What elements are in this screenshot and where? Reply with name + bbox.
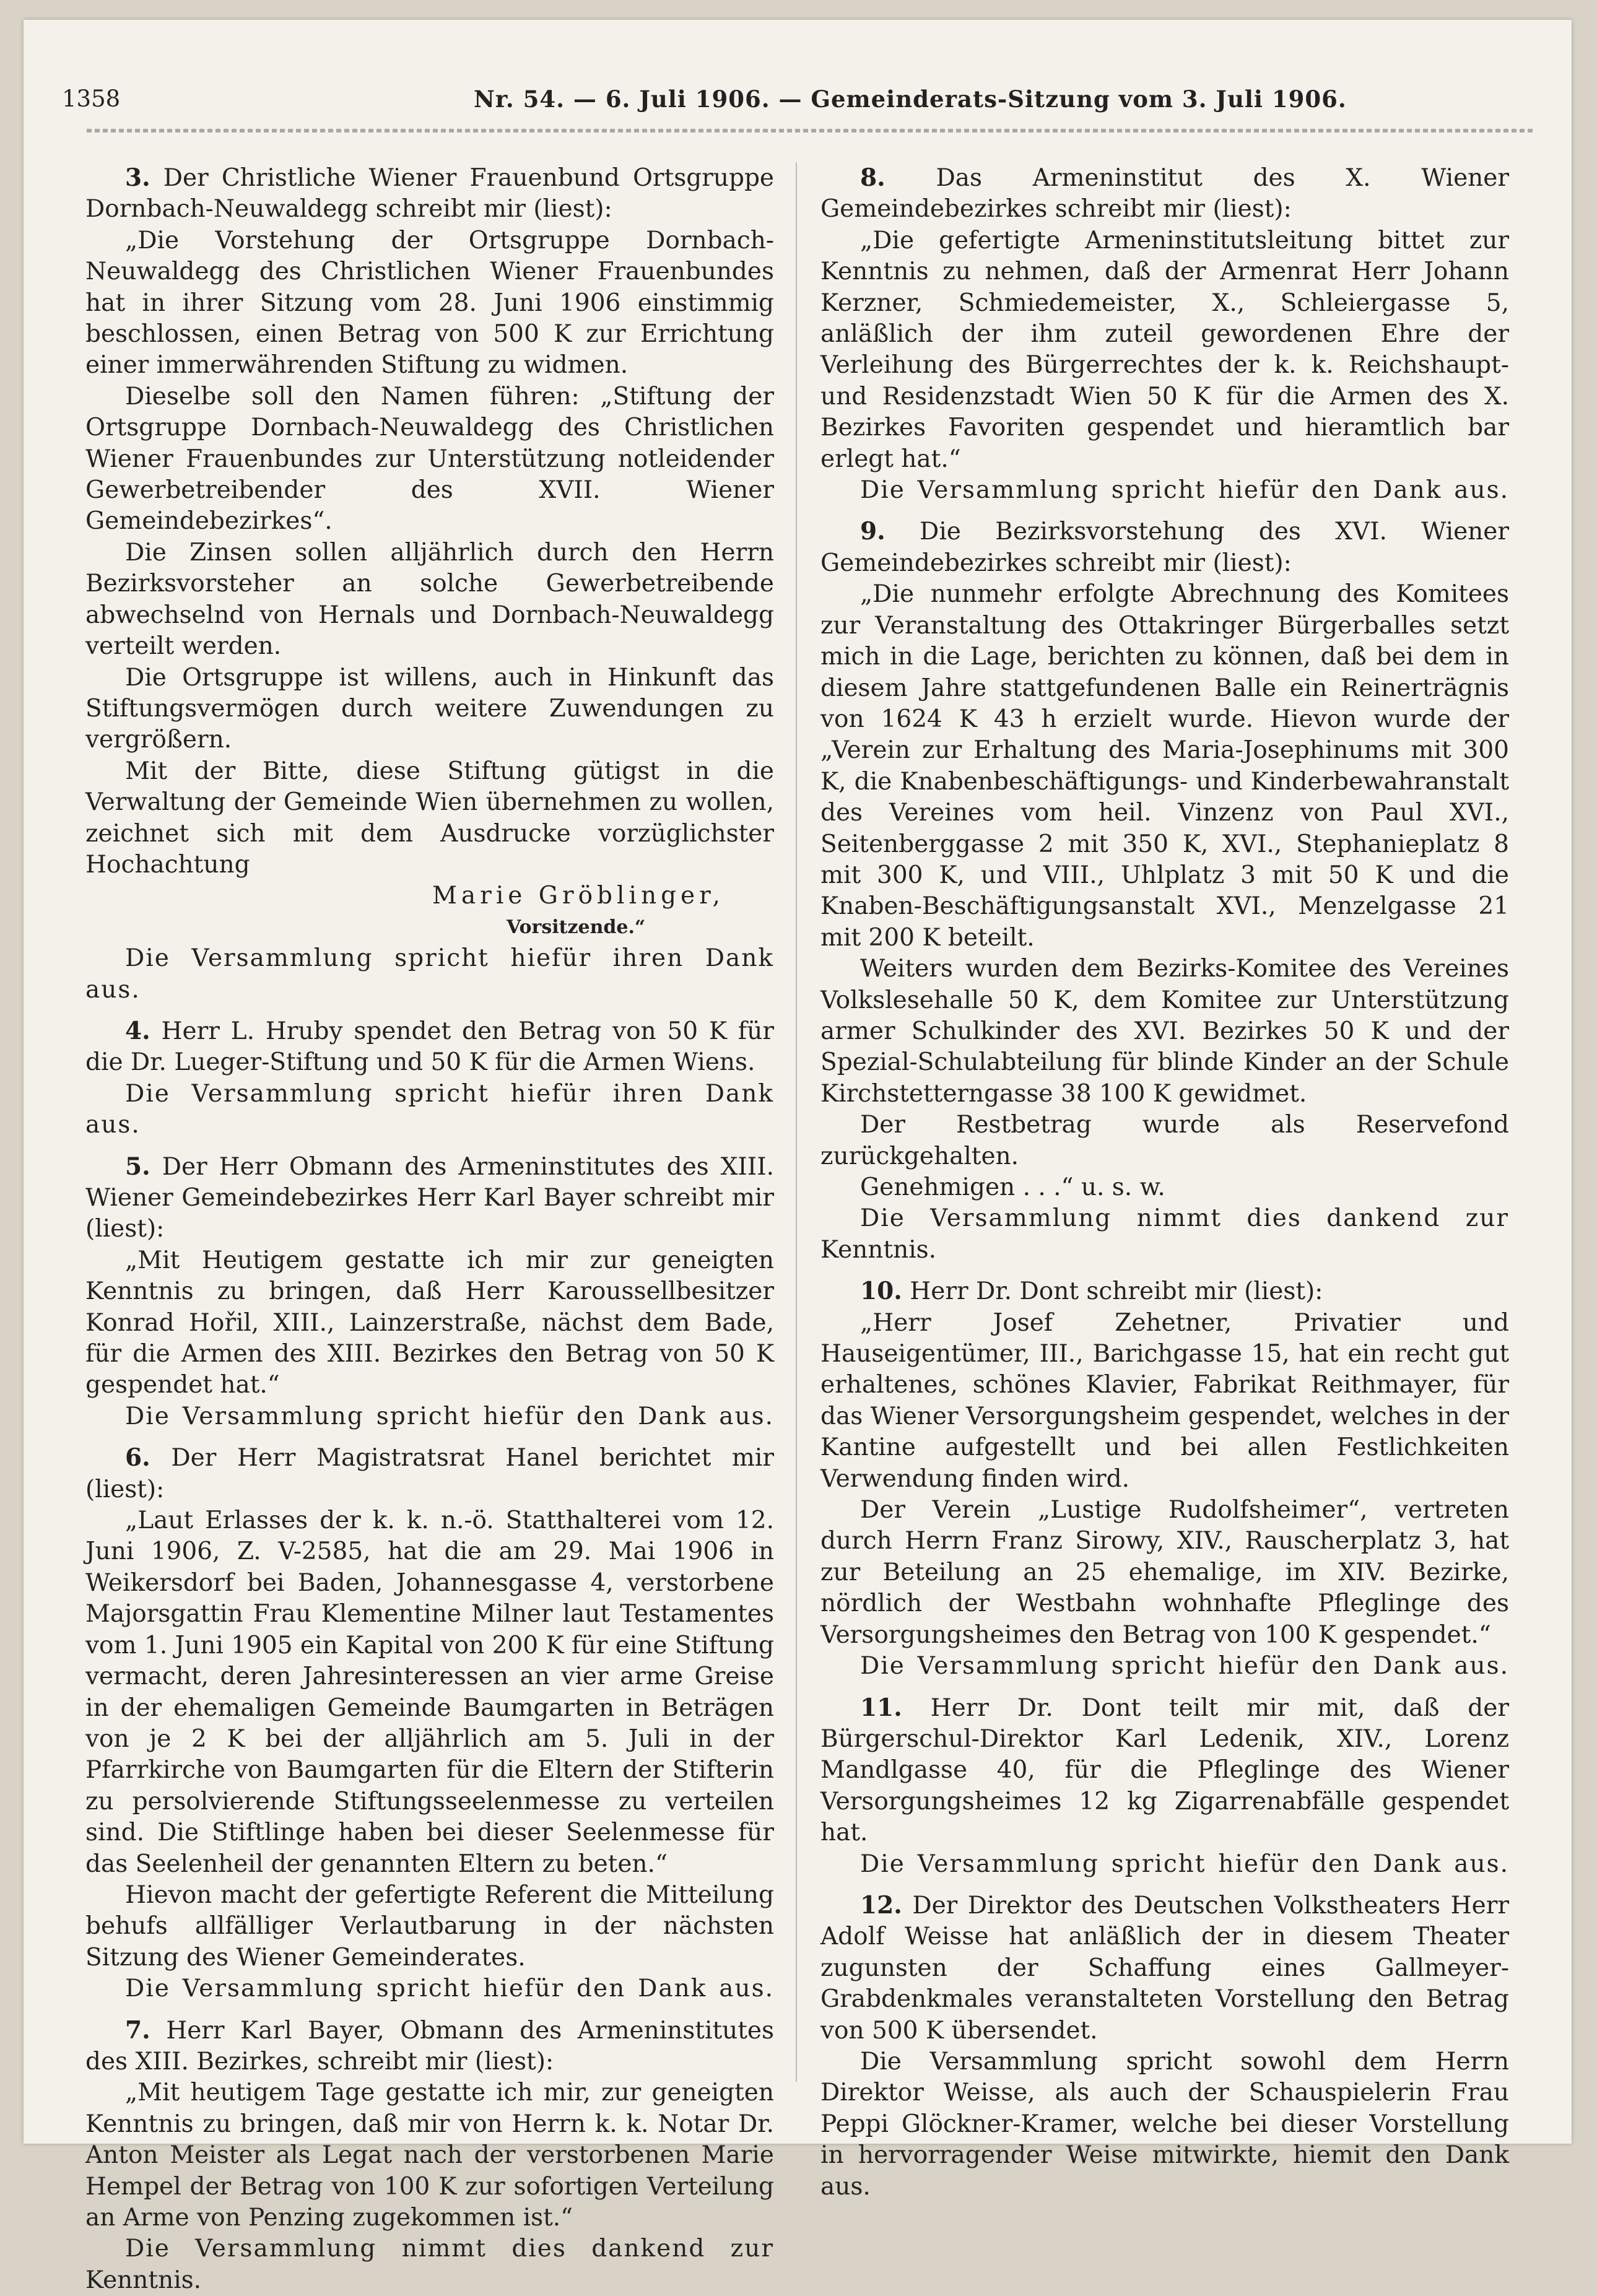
item-number: 6. [125, 1443, 150, 1472]
quote-paragraph: Die Zinsen sollen alljährlich durch den Herrn Bezirksvorsteher an solche Gewerbetreibende abwechselnd von Hernals und Dornbach-Neuwaldegg verteilt werden. [85, 538, 774, 661]
item-11-text [820, 1692, 1509, 1849]
left-column [85, 162, 774, 2296]
quote-paragraph: Hievon macht der gefertigte Referent die Mitteilung behufs allfälliger Verlautbarung in der nächsten Sitzung des Wiener Gemeinderates. [85, 1881, 774, 1972]
item-number: 7. [125, 2016, 150, 2045]
paragraph-text: Herr Dr. Dont schreibt mir (liest): [910, 1277, 1323, 1306]
quote-paragraph: „Mit heutigem Tage gestatte ich mir, zur geneigten Kenntnis zu bringen, daß mir von Herrn k. k. Notar Dr. Anton Meister als Legat nach der verstorbenen Marie Hempel der Betrag von 100 K zur sofortigen Verteilung an Arme von Penzing zugekommen ist.“ [85, 2079, 774, 2232]
quote-paragraph: „Mit Heutigem gestatte ich mir zur geneigten Kenntnis zu bringen, daß Herr Karoussellbesitzer Konrad Hořil, XIII., Lainzerstraße, nächst dem Bade, für die Armen des XIII. Bezirkes den Betrag von 50 K gespendet hat.“ [85, 1246, 774, 1399]
quote-paragraph: „Laut Erlasses der k. k. n.-ö. Statthalterei vom 12. Juni 1906, Z. V-2585, hat die am 29. Mai 1906 in Weikersdorf bei Baden, Johannesgasse 4, verstorbene Majorsgattin Frau Klementine Milner laut Testamentes vom 1. Juni 1905 ein Kapital von 200 K für eine Stiftung vermacht, deren Jahresinteressen an vier arme Greise in der ehemaligen Gemeinde Baumgarten in Beträgen von je 2 K bei der alljährlich am 5. Juli in der Pfarrkirche von Baumgarten für die Eltern der Stifterin zu persolvierende Stiftungsseelenmesse zu verteilen sind. Die Stiftlinge haben bei dieser Seelenmesse für das Seelenheil der genannten Eltern zu beten.“ [85, 1507, 774, 1878]
quote-paragraph: Mit der Bitte, diese Stiftung gütigst in die Verwaltung der Gemeinde Wien übernehmen zu wollen, zeichnet sich mit dem Ausdrucke vorzüglichster Hochachtung [85, 757, 774, 879]
assembly-response: Die Versammlung spricht hiefür ihren Dank aus. [85, 944, 774, 1004]
running-title: Nr. 54. — 6. Juli 1906. — Gemeinderats-Sitzung vom 3. Juli 1906. [474, 85, 1347, 113]
quote-paragraph: Die Ortsgruppe ist willens, auch in Hinkunft das Stiftungsvermögen durch weitere Zuwendungen zu vergrößern. [85, 663, 774, 754]
assembly-response: Die Versammlung spricht hiefür den Dank aus. [860, 476, 1509, 505]
paragraph-text: Das Armeninstitut des X. Wiener Gemeindebezirkes schreibt mir (liest): [820, 164, 1509, 224]
item-6-intro [85, 1442, 774, 1505]
item-5-intro [85, 1151, 774, 1245]
item-9-intro [820, 516, 1509, 579]
assembly-response: Die Versammlung spricht hiefür den Dank aus. [125, 1402, 774, 1430]
signature-role: Vorsitzende.“ [507, 916, 646, 938]
assembly-response-end: Kenntnis. [820, 1235, 937, 1264]
page-header [62, 79, 1536, 116]
item-10-intro [820, 1276, 1509, 1307]
item-5 [85, 1151, 774, 1433]
item-4-text [85, 1015, 774, 1079]
assembly-response: Die Versammlung spricht sowohl dem Herrn Direktor Weisse, als auch der Schauspielerin Frau Peppi Glöckner-Kramer, welche bei dieser Vorstellung in hervorragender Weise mitwirkte, hiemit den Dank aus. [820, 2047, 1509, 2201]
item-number: 12. [860, 1890, 902, 1920]
item-12-text [820, 1890, 1509, 2046]
quote-paragraph: „Die Vorstehung der Ortsgruppe Dornbach-Neuwaldegg des Christlichen Wiener Frauenbundes hat in ihrer Sitzung vom 28. Juni 1906 einstimmig beschlossen, einen Betrag von 500 K zur Errichtung einer immerwährenden Stiftung zu widmen. [85, 226, 774, 380]
paragraph-text: Der Direktor des Deutschen Volkstheaters Herr Adolf Weisse hat anläßlich der in diesem Theater zugunsten der Schaffung eines Gallmeyer-Grabdenkmales veranstalteten Vorstellung den Betrag von 500 K übersendet. [820, 1891, 1509, 2045]
column-divider [796, 162, 797, 2082]
right-column [820, 162, 1509, 2203]
assembly-response: Die Versammlung spricht hiefür den Dank aus. [860, 1850, 1509, 1878]
assembly-response: Die Versammlung spricht hiefür den Dank aus. [860, 1652, 1509, 1681]
item-8-intro [820, 162, 1509, 225]
assembly-response: Die Versammlung spricht hiefür ihren Dank aus. [85, 1079, 774, 1139]
item-7 [85, 2015, 774, 2296]
quote-paragraph: Genehmigen . . .“ u. s. w. [860, 1173, 1165, 1201]
item-6 [85, 1442, 774, 2004]
paragraph-text: Der Herr Magistratsrat Hanel berichtet mir (liest): [85, 1444, 775, 1503]
item-number: 8. [860, 163, 886, 192]
item-9 [820, 516, 1509, 1266]
paragraph-text: Die Bezirksvorstehung des XVI. Wiener Gemeindebezirkes schreibt mir (liest): [820, 518, 1509, 577]
page-number: 1358 [62, 85, 121, 112]
paragraph-text: Herr L. Hruby spendet den Betrag von 50 K für die Dr. Lueger-Stiftung und 50 K für die Armen Wiens. [85, 1017, 774, 1077]
quote-paragraph: Der Restbetrag wurde als Reservefond zurückgehalten. [820, 1111, 1509, 1170]
quote-paragraph: „Herr Josef Zehetner, Privatier und Hauseigentümer, III., Barichgasse 15, hat ein recht gut erhaltenes, schönes Klavier, Fabrikat Reithmayer, für das Wiener Versorgungsheim gespendet, welches in der Kantine aufgestellt und bei allen Festlichkeiten Verwendung finden wird. [820, 1308, 1509, 1493]
paragraph-text: Herr Karl Bayer, Obmann des Armeninstitutes des XIII. Bezirkes, schreibt mir (liest): [85, 2016, 774, 2076]
paragraph-text: Der Herr Obmann des Armeninstitutes des XIII. Wiener Gemeindebezirkes Herr Karl Bayer schreibt mir (liest): [85, 1152, 774, 1243]
item-3-intro [85, 162, 774, 225]
quote-paragraph: Weiters wurden dem Bezirks-Komitee des Vereines Volkslesehalle 50 K, dem Komitee zur Unterstützung armer Schulkinder des XVI. Bezirkes 50 K und der Spezial-Schulabteilung für blinde Kinder an der Schule Kirchstetterngasse 38 100 K gewidmet. [820, 955, 1509, 1108]
item-12 [820, 1890, 1509, 2203]
item-number: 10. [860, 1277, 902, 1306]
quote-paragraph: „Die nunmehr erfolgte Abrechnung des Komitees zur Veranstaltung des Ottakringer Bürgerballes setzt mich in die Lage, berichten zu können, daß bei dem in diesem Jahre stattgefundenen Balle ein Reinerträgnis von 1624 K 43 h erzielt wurde. Hievon wurde der „Verein zur Erhaltung des Maria-Josephinums mit 300 K, die Knabenbeschäftigungs- und Kinderbewahranstalt des Vereines vom heil. Vinzenz von Paul XVI., Seitenberggasse 2 mit 350 K, XVI., Stephanieplatz 8 mit 300 K, und VIII., Uhlplatz 3 mit 50 K und die Knaben-Beschäftigungsanstalt XVI., Menzelgasse 21 mit 200 K beteilt. [820, 580, 1509, 952]
assembly-response: Die Versammlung nimmt dies dankend zur [860, 1204, 1509, 1233]
item-number: 3. [125, 163, 150, 192]
quote-paragraph: „Die gefertigte Armeninstitutsleitung bittet zur Kenntnis zu nehmen, daß der Armenrat Herr Johann Kerzner, Schmiedemeister, X., Schleiergasse 5, anläßlich der ihm zuteil gewordenen Ehre der Verleihung des Bürgerrechtes der k. k. Reichshaupt- und Residenzstadt Wien 50 K für die Armen des X. Bezirkes Favoriten gespendet und hieramtlich bar erlegt hat.“ [820, 226, 1509, 473]
quote-paragraph: Dieselbe soll den Namen führen: „Stiftung der Ortsgruppe Dornbach-Neuwaldegg des Christlichen Wiener Frauenbundes zur Unterstützung notleidender Gewerbetreibender des XVII. Wiener Gemeindebezirkes“. [85, 382, 774, 536]
item-10 [820, 1276, 1509, 1682]
assembly-response: Die Versammlung nimmt dies dankend zur [125, 2235, 774, 2263]
header-rule [87, 129, 1536, 133]
item-8 [820, 162, 1509, 506]
item-3 [85, 162, 774, 1006]
quote-paragraph: Der Verein „Lustige Rudolfsheimer“, vertreten durch Herrn Franz Sirowy, XIV., Rauscherplatz 3, hat zur Beteilung an 25 ehemalige, im XIV. Bezirke, nördlich der Westbahn wohnhafte Pfleglinge des Versorgungsheimes den Betrag von 100 K gespendet.“ [820, 1496, 1509, 1649]
item-11 [820, 1692, 1509, 1880]
item-7-intro [85, 2015, 774, 2078]
item-number: 9. [860, 517, 886, 546]
item-number: 4. [125, 1016, 150, 1045]
assembly-response-end: Kenntnis. [85, 2266, 202, 2294]
item-4 [85, 1015, 774, 1141]
signature: Marie Gröblinger, [432, 882, 725, 910]
item-number: 5. [125, 1152, 150, 1181]
item-number: 11. [860, 1693, 902, 1722]
assembly-response: Die Versammlung spricht hiefür den Dank aus. [125, 1975, 774, 2003]
paragraph-text: Der Christliche Wiener Frauenbund Ortsgruppe Dornbach-Neuwaldegg schreibt mir (liest): [85, 164, 774, 224]
paragraph-text: Herr Dr. Dont teilt mir mit, daß der Bürgerschul-Direktor Karl Ledenik, XIV., Lorenz Mandlgasse 40, für die Pfleglinge des Wiener Versorgungsheimes 12 kg Zigarrenabfälle gespendet hat. [820, 1694, 1509, 1847]
